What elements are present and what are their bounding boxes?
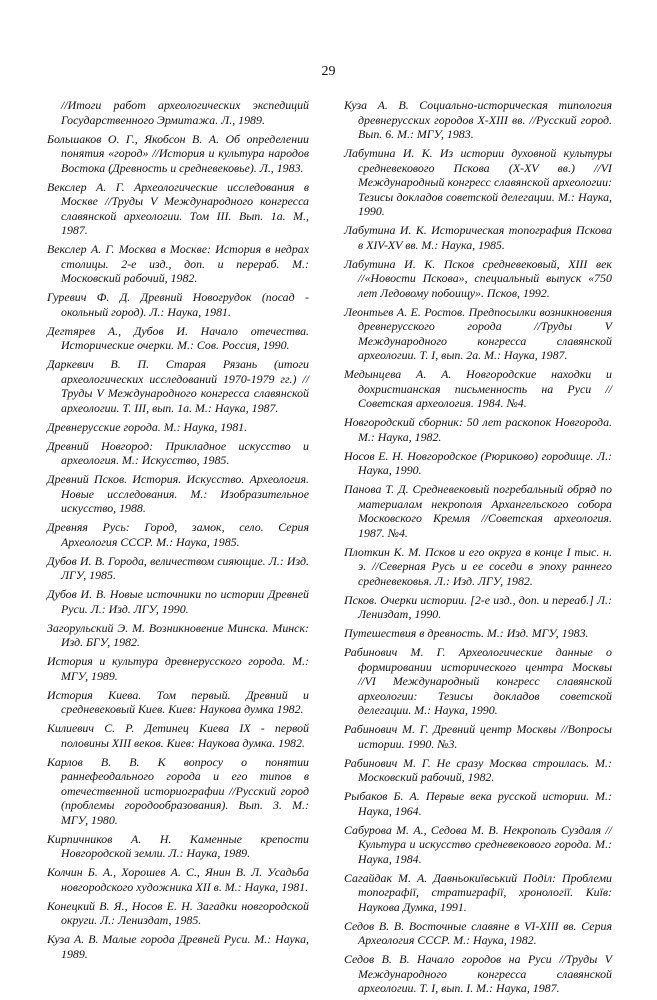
bibliography-entry: Даркевич В. П. Старая Рязань (итоги археологических исследований 1970-1979 гг.) //Труды V Международного конгресса славянской археологии. Т. III, вып. 1а. М.: Наука, 1987.	[47, 357, 309, 415]
bibliography-entry: Плоткин К. М. Псков и его округа в конце I тыс. н. э. //Северная Русь и ее соседи в эпоху раннего средневековья. Л.: Изд. ЛГУ, 1982.	[344, 544, 612, 588]
bibliography-entry: Гуревич Ф. Д. Древний Новогрудок (посад - окольный город). Л.: Наука, 1981.	[47, 290, 309, 319]
bibliography-entry: Псков. Очерки истории. [2-е изд., доп. и переаб.] Л.: Лениздат, 1990.	[344, 592, 612, 621]
bibliography-entry: Лабутина И. К. Из истории духовной культуры средневекового Пскова (X-XV вв.) //VI Международный конгресс славянской археологии: Тезисы докладов советской делегации. М.: Наука, 1990.	[344, 146, 612, 218]
bibliography-entry: Дубов И. В. Новые источники по истории Древней Руси. Л.: Изд. ЛГУ, 1990.	[47, 587, 309, 616]
bibliography-entry: История и культура древнерусского города. М.: МГУ, 1989.	[47, 654, 309, 683]
bibliography-entry: Сабурова М. А., Седова М. В. Некрополь Суздаля //Культура и искусство средневекового города. М.: Наука, 1984.	[344, 822, 612, 866]
bibliography-entry: Дегтярев А., Дубов И. Начало отечества. Исторические очерки. М.: Сов. Россия, 1990.	[47, 323, 309, 352]
bibliography-entry: Рабинович М. Г. Не сразу Москва строилась. М.: Московский рабочий, 1982.	[344, 755, 612, 784]
bibliography-entry: Загорульский Э. М. Возникновение Минска. Минск: Изд. БГУ, 1982.	[47, 620, 309, 649]
bibliography-entry: История Киева. Том первый. Древний и средневековый Киев. Киев: Наукова думка 1982.	[47, 687, 309, 716]
bibliography-entry: Куза А. В. Социально-историческая типология древнерусских городов X-XIII вв. //Русский город. Вып. 6. М.: МГУ, 1983.	[344, 98, 612, 141]
bibliography-entry: Кирпичников А. Н. Каменные крепости Новгородской земли. Л.: Наука, 1989.	[47, 831, 309, 860]
bibliography-entry: Рабинович М. Г. Древний центр Москвы //Вопросы истории. 1990. №3.	[344, 722, 612, 751]
bibliography-entry: Колчин Б. А., Хорошев А. С., Янин В. Л. Усадьба новгородского художника XII в. М.: Наука, 1981.	[47, 865, 309, 894]
bibliography-entry: Носов Е. Н. Новгородское (Рюриково) городище. Л.: Наука, 1990.	[344, 448, 612, 477]
bibliography-entry: Дубов И. В. Города, величеством сияющие. Л.: Изд. ЛГУ, 1985.	[47, 553, 309, 582]
bibliography-entry: Рыбаков Б. А. Первые века русской истории. М.: Наука, 1964.	[344, 789, 612, 818]
bibliography-entry: Векслер А. Г. Москва в Москве: История в недрах столицы. 2-е изд., доп. и перераб. М.: Московский рабочий, 1982.	[47, 242, 309, 285]
bibliography-entry: Медынцева А. А. Новгородские находки и дохристианская письменность на Руси //Советская археология. 1984. №4.	[344, 367, 612, 410]
bibliography-entry: Древний Псков. История. Искусство. Археология. Новые исследования. М.: Изобразительное искусство, 1988.	[47, 472, 309, 515]
bibliography-entry: Леонтьев А. Е. Ростов. Предпосылки возникновения древнерусского города //Труды V Международного конгресса славянской археологии. Т. I, вып. 2а. М.: Наука, 1987.	[344, 304, 612, 362]
bibliography-entry: Сагайдак М. А. Давньокиївський Поділ: Проблеми топографії, стратиграфії, хронології. Київ: Наукова Думка, 1991.	[344, 870, 612, 914]
bibliography-entry: Конецкий В. Я., Носов Е. Н. Загадки новгородской округи. Л.: Лениздат, 1985.	[47, 898, 309, 927]
bibliography-entry: Килиевич С. Р. Детинец Киева IX - первой половины XIII веков. Киев: Наукова думка. 1982.	[47, 721, 309, 750]
bibliography-entry: Лабутина И. К. Историческая топография Пскова в XIV-XV вв. М.: Наука, 1985.	[344, 223, 612, 252]
bibliography-right-column	[344, 98, 612, 1000]
bibliography-entry: Большаков О. Г., Якобсон В. А. Об определении понятия «город» //История и культура народов Востока (Древность и средневековье). Л., 1983.	[47, 131, 309, 175]
bibliography-entry: Лабутина И. К. Псков средневековый, XIII век //«Новости Пскова», специальный выпуск «750 лет Ледовому побоищу». Псков, 1992.	[344, 256, 612, 300]
page-number: 29	[321, 64, 336, 79]
bibliography-entry: Седов В. В. Восточные славяне в VI-XIII вв. Серия Археология СССР. М.: Наука, 1982.	[344, 918, 612, 947]
bibliography-entry: //Итоги работ археологических экспедиций Государственного Эрмитажа. Л., 1989.	[61, 98, 309, 127]
bibliography-entry: Древний Новгород: Прикладное искусство и археология. М.: Искусство, 1985.	[47, 438, 309, 467]
bibliography-entry: Путешествия в древность. М.: Изд. МГУ, 1983.	[344, 626, 589, 640]
bibliography-entry: Новгородский сборник: 50 лет раскопок Новгорода. М.: Наука, 1982.	[344, 415, 612, 444]
bibliography-entry: Куза А. В. Малые города Древней Руси. М.: Наука, 1989.	[47, 932, 309, 961]
bibliography-entry: Древнерусские города. М.: Наука, 1981.	[47, 419, 248, 434]
bibliography-entry: Векслер А. Г. Археологические исследования в Москве //Труды V Международного конгресса славянской археологии. Том III. Вып. 1а. М., 1987.	[47, 179, 309, 237]
bibliography-entry: Седов В. В. Начало городов на Руси //Труды V Международного конгресса славянской археологии. Т. I, вып. I. М.: Наука, 1987.	[344, 952, 612, 995]
bibliography-left-column	[47, 98, 309, 966]
bibliography-entry: Панова Т. Д. Средневековый погребальный обряд по материалам некрополя Архангельского собора Московского Кремля //Советская археология. 1987. №4.	[344, 482, 612, 540]
bibliography-entry: Древняя Русь: Город, замок, село. Серия Археология СССР. М.: Наука, 1985.	[47, 520, 309, 549]
bibliography-entry: Рабинович М. Г. Археологические данные о формировании исторического центра Москвы //VI Международный конгресс славянской археологии: Тезисы докладов советской делегации. М.: Наука, 1990.	[344, 645, 612, 717]
bibliography-entry: Карлов В. В. К вопросу о понятии раннефеодального города и его типов в отечественной историографии //Русский город (проблемы городообразования). Вып. 3. М.: МГУ, 1980.	[47, 754, 309, 827]
